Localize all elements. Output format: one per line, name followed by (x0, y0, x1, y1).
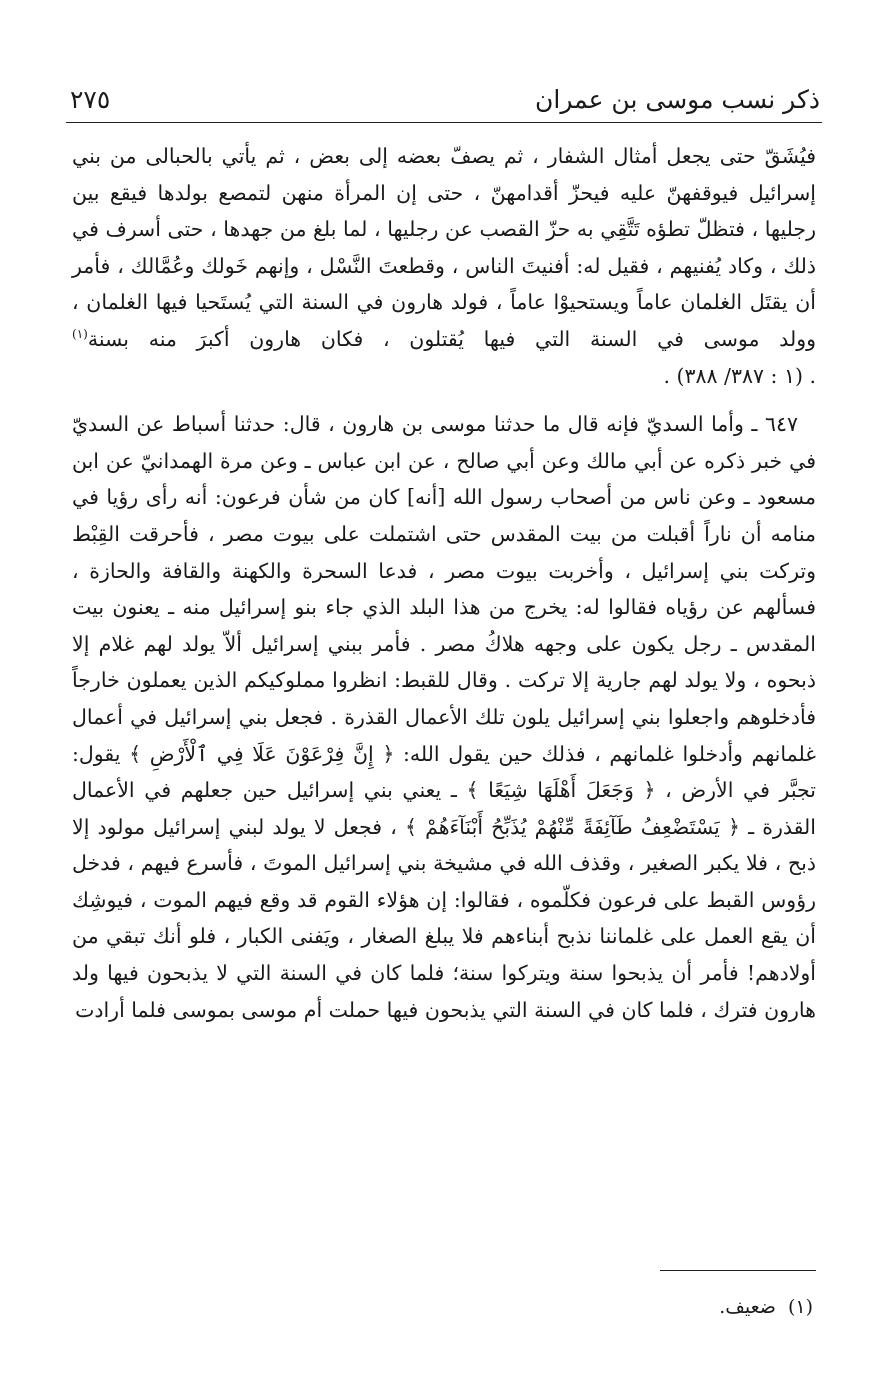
page-number: ٢٧٥ (70, 85, 111, 114)
page-header (70, 84, 820, 120)
source-citation: . (١ : ٣٨٧/ ٣٨٨) . (663, 363, 816, 388)
footnote-text: ضعيف. (719, 1296, 776, 1318)
quran-verse-1: ﴿ إِنَّ فِرْعَوْنَ عَلَا فِي ٱلْأَرْضِ ﴾ (129, 741, 395, 766)
paragraph-2-part-1: ٦٤٧ ـ وأما السديّ فإنه قال ما حدثنا موسى بن هارون ، قال: حدثنا أسباط عن السديّ في خبر ذكره عن أبي مالك وعن أبي صالح ، عن ابن عباس ـ وعن مرة الهمدانيّ عن ابن مسعود ـ وعن ناس من أصحاب رسول الله [أنه] كان من شأن فرعون: أنه رأى رؤيا في منامه أن ناراً أقبلت من بيت المقدس حتى اشتملت على بيوت مصر ، فأحرقت القِبْط وتركت بني إسرائيل ، وأخربت بيوت مصر ، فدعا السحرة والكهنة والقافة والحازة ، فسألهم عن رؤياه فقالوا له: يخرج من هذا البلد الذي جاء بنو إسرائيل منه ـ يعنون بيت المقدس ـ رجل يكون على وجهه هلاكُ مصر . فأمر ببني إسرائيل ألاّ يولد لهم غلام إلا ذبحوه ، ولا يولد لهم جارية إلا تركت . وقال للقبط: انظروا مملوكيكم الذين يعملون خارجاً فأدخلوهم واجعلوا بني إسرائيل يلون تلك الأعمال القذرة . فجعل بني إسرائيل في أعمال غلمانهم وأدخلوا غلمانهم ، فذلك حين يقول الله: (72, 412, 816, 766)
footnote (719, 1292, 813, 1322)
paragraph-2-part-3: ـ يعني بني إسرائيل حين جعلهم في الأعمال القذرة ـ (72, 778, 816, 839)
main-text (72, 138, 816, 1028)
footnote-marker: (١) (787, 1296, 813, 1318)
paragraph-1 (72, 138, 816, 394)
paragraph-2-part-2: يقول: تجبَّر في الأرض ، (72, 741, 816, 803)
paragraph-1-text: فيُشَقّ حتى يجعل أمثال الشفار ، ثم يصفّ بعضه إلى بعض ، ثم يأتي بالحبالى من بني إسرائيل فيوقفهنّ عليه فيحزّ أقدامهنّ ، حتى إن المرأة منهن لتمصع بولدها فيقع بين رجليها ، فتظلّ تطؤه تَتَّقِي به حزّ القصب عن رجليها ، لما بلغ من جهدها ، حتى أسرف في ذلك ، وكاد يُفنيهم ، فقيل له: أفنيتَ الناس ، وقطعتَ النَّسْل ، وإنهم خَولك وعُمَّالك ، فأمر أن يقتَل الغلمان عاماً ويستحيوْا عاماً ، فولد هارون في السنة التي يُستَحيا فيها الغلمان ، وولد موسى في السنة التي فيها يُقتلون ، فكان هارون أكبرَ منه بسنة (72, 144, 816, 351)
footnote-divider (660, 1270, 816, 1271)
quran-verse-3: ﴿ يَسْتَضْعِفُ طَآئِفَةً مِّنْهُمْ يُذَبِّحُ أَبْنَآءَهُمْ ﴾ (404, 814, 740, 839)
header-divider (66, 122, 822, 123)
paragraph-2 (72, 406, 816, 1028)
quran-verse-2: ﴿ وَجَعَلَ أَهْلَهَا شِيَعًا ﴾ (466, 778, 656, 803)
footnote-reference: (١) (72, 327, 88, 342)
paragraph-2-part-4: ، فجعل لا يولد لبني إسرائيل مولود إلا ذبح ، فلا يكبر الصغير ، وقذف الله في مشيخة بني إسرائيل الموتَ ، فأسرع فيهم ، فدخل رؤوس القبط على فرعون فكلّموه ، فقالوا: إن هؤلاء القوم قد وقع فيهم الموت ، فيوشِك أن يقع العمل على غلماننا نذبح أبناءهم فلا يبلغ الصغار ، ويَفنى الكبار ، فلو أنك تبقي من أولادهم! فأمر أن يذبحوا سنة ويتركوا سنة؛ فلما كان في السنة التي لا يذبحون فيها ولد هارون فترك ، فلما كان في السنة التي يذبحون فيها حملت أم موسى بموسى فلما أرادت (72, 814, 816, 1022)
running-title: ذكر نسب موسى بن عمران (535, 85, 820, 114)
